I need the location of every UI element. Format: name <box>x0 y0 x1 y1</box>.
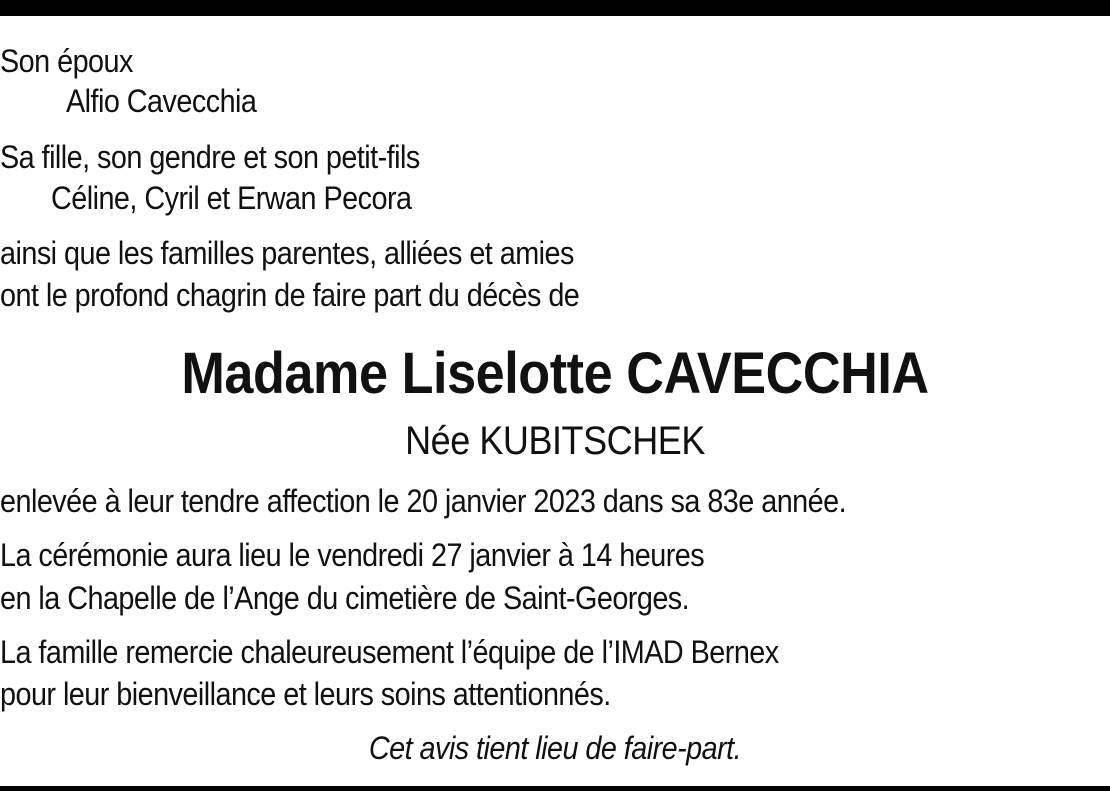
ceremony-line-1: La cérémonie aura lieu le vendredi 27 janvier à 14 heures <box>0 537 705 573</box>
daughter-label: Sa fille, son gendre et son petit-fils <box>0 139 420 175</box>
spouse-label: Son époux <box>0 43 133 79</box>
bottom-rule <box>0 786 1110 791</box>
daughter-names: Céline, Cyril et Erwan Pecora <box>51 180 412 216</box>
death-line: enlevée à leur tendre affection le 20 janvier 2023 dans sa 83e année. <box>0 483 847 519</box>
families-line-2: ont le profond chagrin de faire part du décès de <box>0 277 580 313</box>
spouse-name: Alfio Cavecchia <box>66 83 257 119</box>
ceremony-line-2: en la Chapelle de l’Ange du cimetière de Saint-Georges. <box>0 580 690 616</box>
thanks-line-2: pour leur bienveillance et leurs soins attentionnés. <box>0 676 611 712</box>
top-rule <box>0 0 1110 16</box>
footer-note: Cet avis tient lieu de faire-part. <box>368 730 742 766</box>
families-line-1: ainsi que les familles parentes, alliées et amies <box>0 235 574 271</box>
maiden-name: Née KUBITSCHEK <box>405 419 705 463</box>
thanks-line-1: La famille remercie chaleureusement l’équipe de l’IMAD Bernex <box>0 634 779 670</box>
deceased-name: Madame Liselotte CAVECCHIA <box>181 341 929 406</box>
